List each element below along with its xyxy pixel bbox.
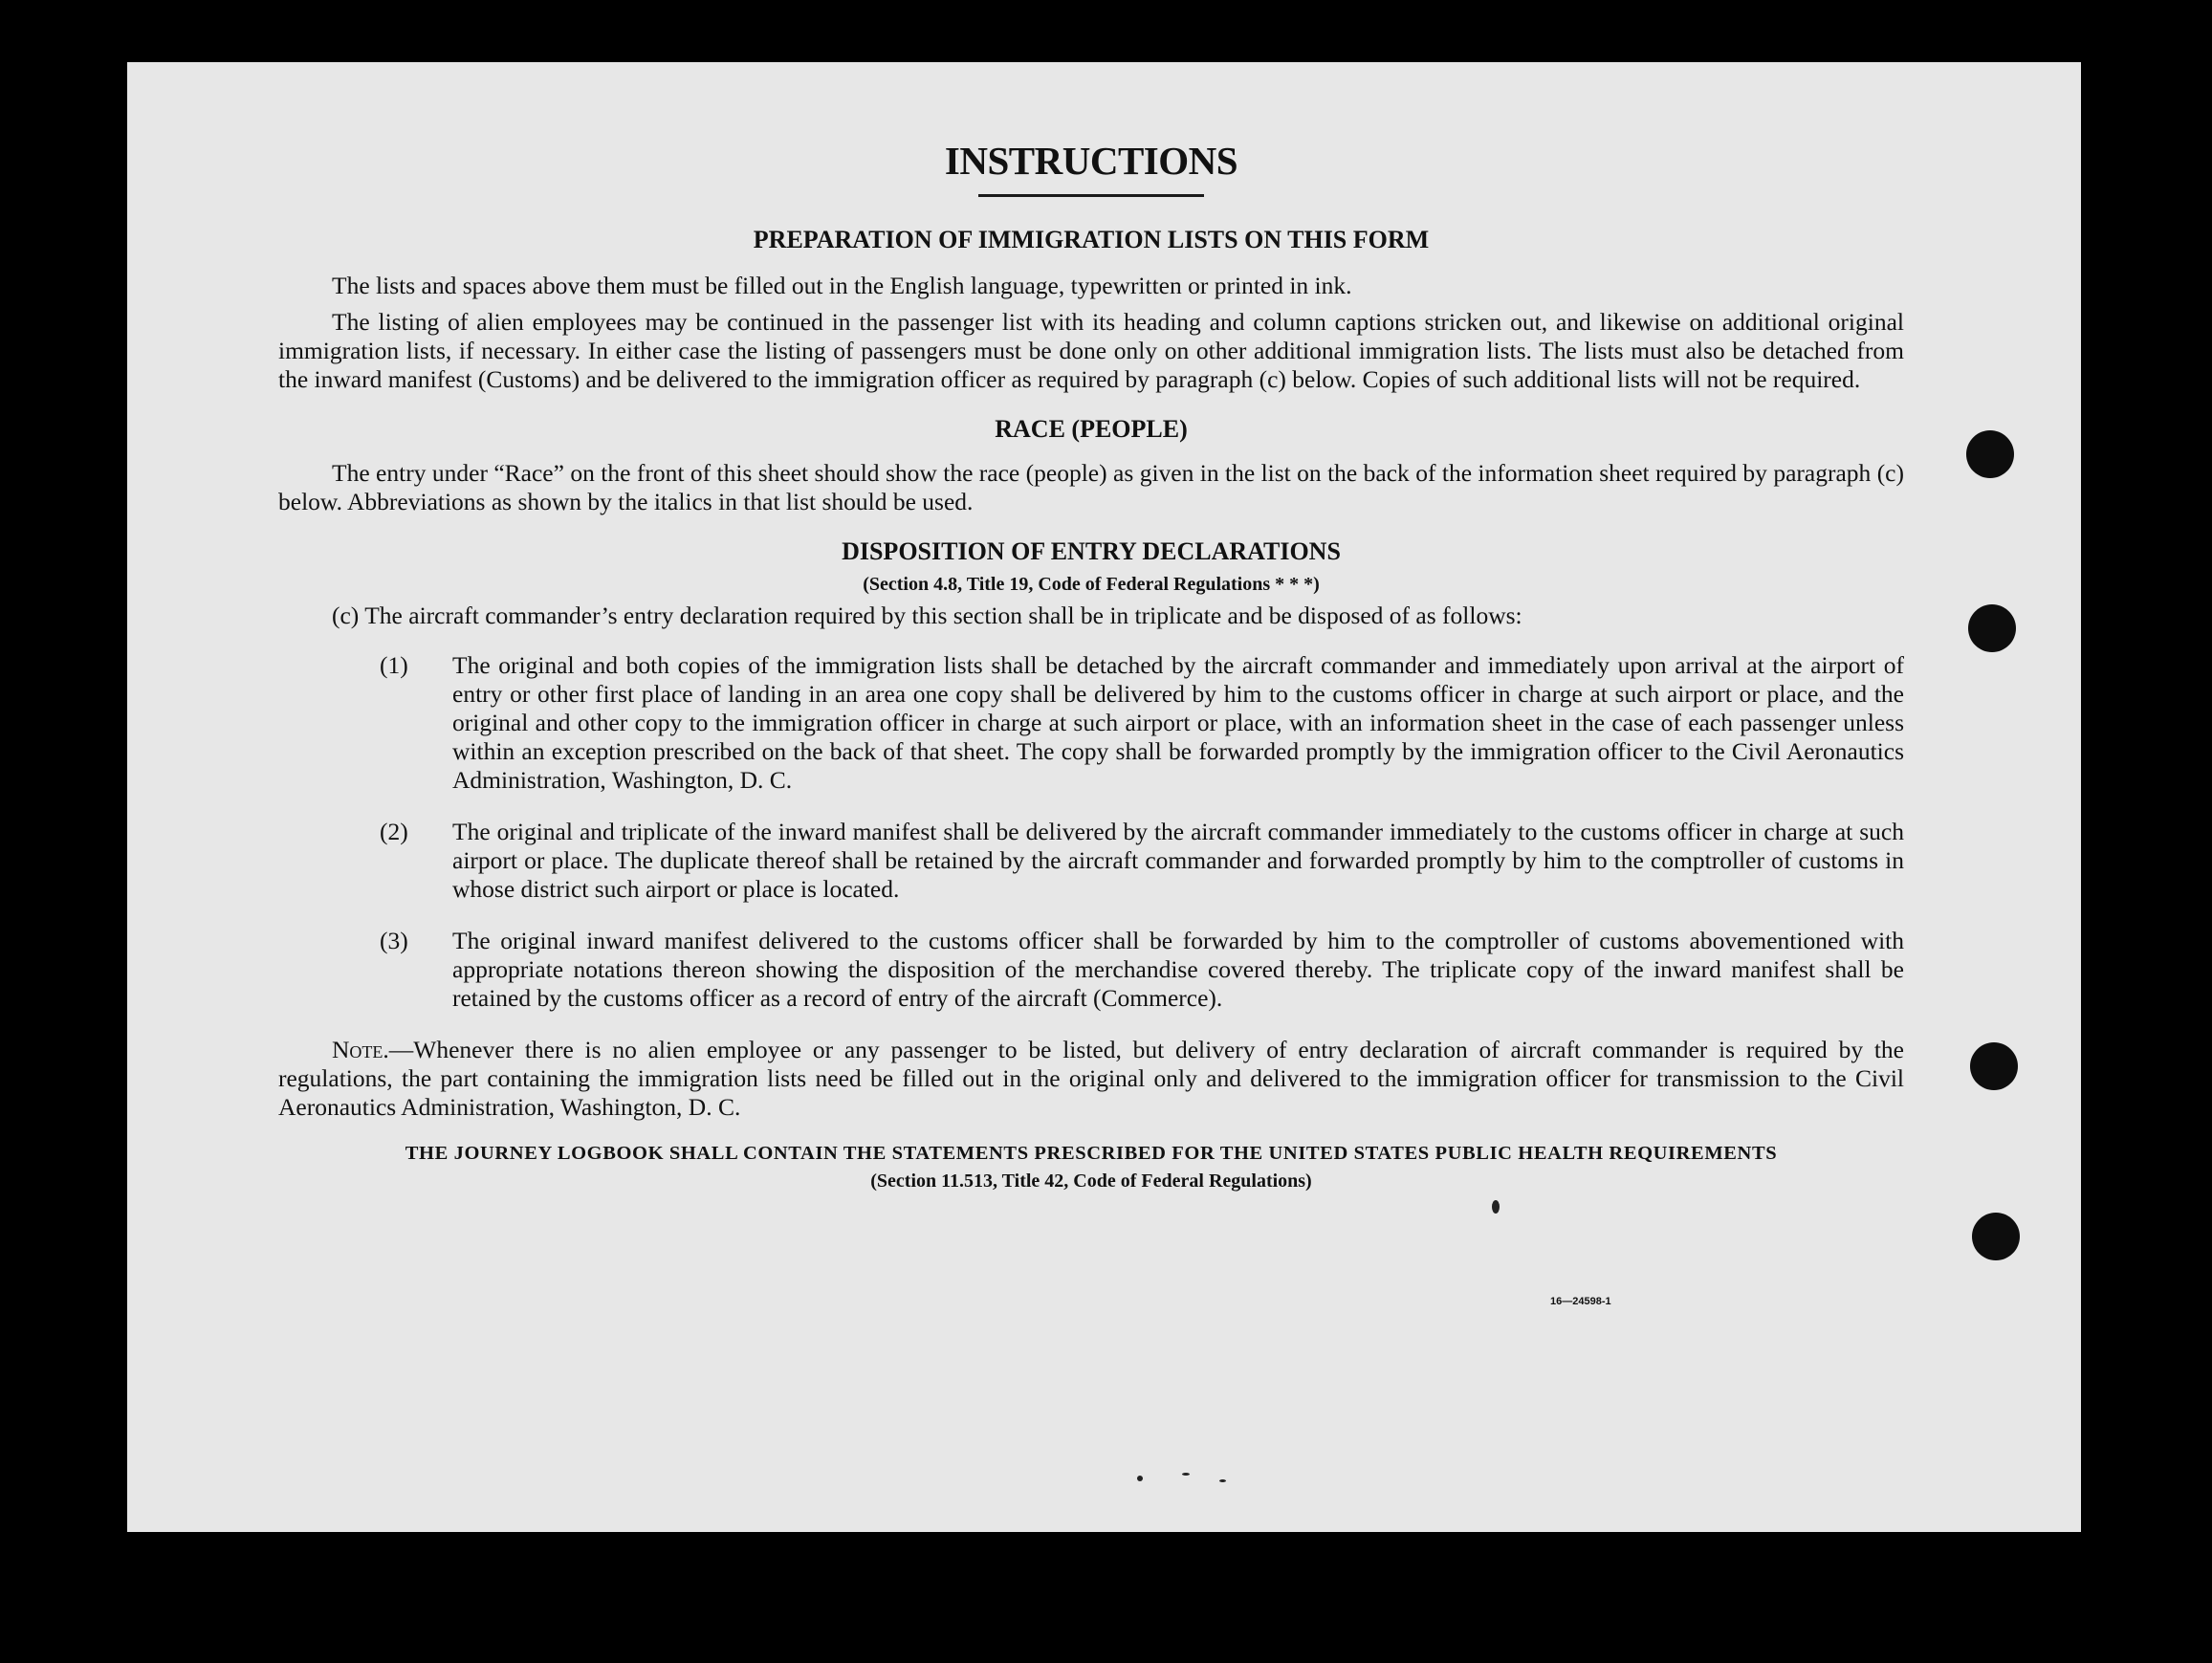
speck	[1182, 1473, 1190, 1476]
note-paragraph	[278, 1036, 1904, 1122]
disposition-subheading: (Section 4.8, Title 19, Code of Federal Regulations * * *)	[863, 574, 1320, 595]
item-text: The original inward manifest delivered to the customs officer shall be forwarded by him to the comptroller of customs abovementioned with appropriate notations thereon showing the disposition of the merchandise covered thereby. The triplicate copy of the inward manifest shall be retained by the customs officer as a record of entry of the aircraft (Commerce).	[452, 927, 1904, 1012]
document-body	[278, 137, 1904, 1193]
document-title: INSTRUCTIONS	[944, 139, 1238, 183]
preparation-heading: PREPARATION OF IMMIGRATION LISTS ON THIS FORM	[753, 226, 1430, 253]
logbook-citation: (Section 11.513, Title 42, Code of Federal Regulations)	[870, 1171, 1312, 1192]
punch-hole-3	[1970, 1042, 2018, 1090]
note-text: —Whenever there is no alien employee or any passenger to be listed, but delivery of entry declaration of aircraft commander is required by the regulations, the part containing the immigration lists need be filled out in the original only and delivered to the immigration officer for transmission to the Civil Aeronautics Administration, Washington, D. C.	[278, 1036, 1904, 1121]
speck	[1137, 1476, 1143, 1481]
note-label: Note.	[332, 1036, 389, 1063]
disposition-item-2	[278, 818, 1904, 904]
punch-hole-1	[1966, 430, 2014, 478]
preparation-paragraph-1: The lists and spaces above them must be filled out in the English language, typewritten or printed in ink.	[332, 272, 1352, 299]
disposition-heading: DISPOSITION OF ENTRY DECLARATIONS	[842, 537, 1341, 565]
title-underline	[978, 194, 1204, 197]
preparation-paragraph-2: The listing of alien employees may be continued in the passenger list with its heading and column captions stricken out, and likewise on additional original immigration lists, if necessary. In either case the listing of passengers must be done only on other additional immigration lists. The lists must also be detached from the inward manifest (Customs) and be delivered to the immigration officer as required by paragraph (c) below. Copies of such additional lists will not be required.	[278, 308, 1904, 393]
item-text: The original and triplicate of the inward manifest shall be delivered by the aircraft commander immediately to the customs officer in charge at such airport or place. The duplicate thereof shall be retained by the aircraft commander and forwarded promptly by him to the comptroller of customs in whose district such airport or place is located.	[452, 818, 1904, 903]
race-heading: RACE (PEOPLE)	[995, 415, 1188, 443]
disposition-item-3	[278, 927, 1904, 1013]
form-number: 16—24598-1	[1550, 1296, 1611, 1307]
item-text: The original and both copies of the immigration lists shall be detached by the aircraft commander and immediately upon arrival at the airport of entry or other first place of landing in an area one copy shall be delivered by him to the customs officer in charge at such airport or place, and the original and other copy to the immigration officer in charge at such airport or place, with an information sheet in the case of each passenger unless within an exception prescribed on the back of that sheet. The copy shall be forwarded promptly by the immigration officer to the Civil Aeronautics Administration, Washington, D. C.	[452, 651, 1904, 794]
disposition-intro	[278, 602, 1904, 630]
disposition-intro-label: (c)	[332, 602, 360, 629]
punch-hole-2	[1968, 604, 2016, 652]
logbook-statement: THE JOURNEY LOGBOOK SHALL CONTAIN THE STATEMENTS PRESCRIBED FOR THE UNITED STATES PUBLIC HEALTH REQUIREMENTS	[405, 1143, 1778, 1164]
disposition-item-1	[278, 651, 1904, 795]
speck	[1219, 1479, 1226, 1482]
disposition-intro-text: The aircraft commander’s entry declaration required by this section shall be in triplicate and be disposed of as follows:	[364, 602, 1522, 629]
speck	[1492, 1200, 1500, 1214]
punch-hole-4	[1972, 1213, 2020, 1260]
item-number: (2)	[380, 818, 408, 845]
document-sheet	[127, 62, 2081, 1532]
race-paragraph: The entry under “Race” on the front of this sheet should show the race (people) as given in the list on the back of the information sheet required by paragraph (c) below. Abbreviations as shown by the italics in that list should be used.	[278, 459, 1904, 515]
item-number: (3)	[380, 927, 408, 954]
item-number: (1)	[380, 651, 408, 679]
